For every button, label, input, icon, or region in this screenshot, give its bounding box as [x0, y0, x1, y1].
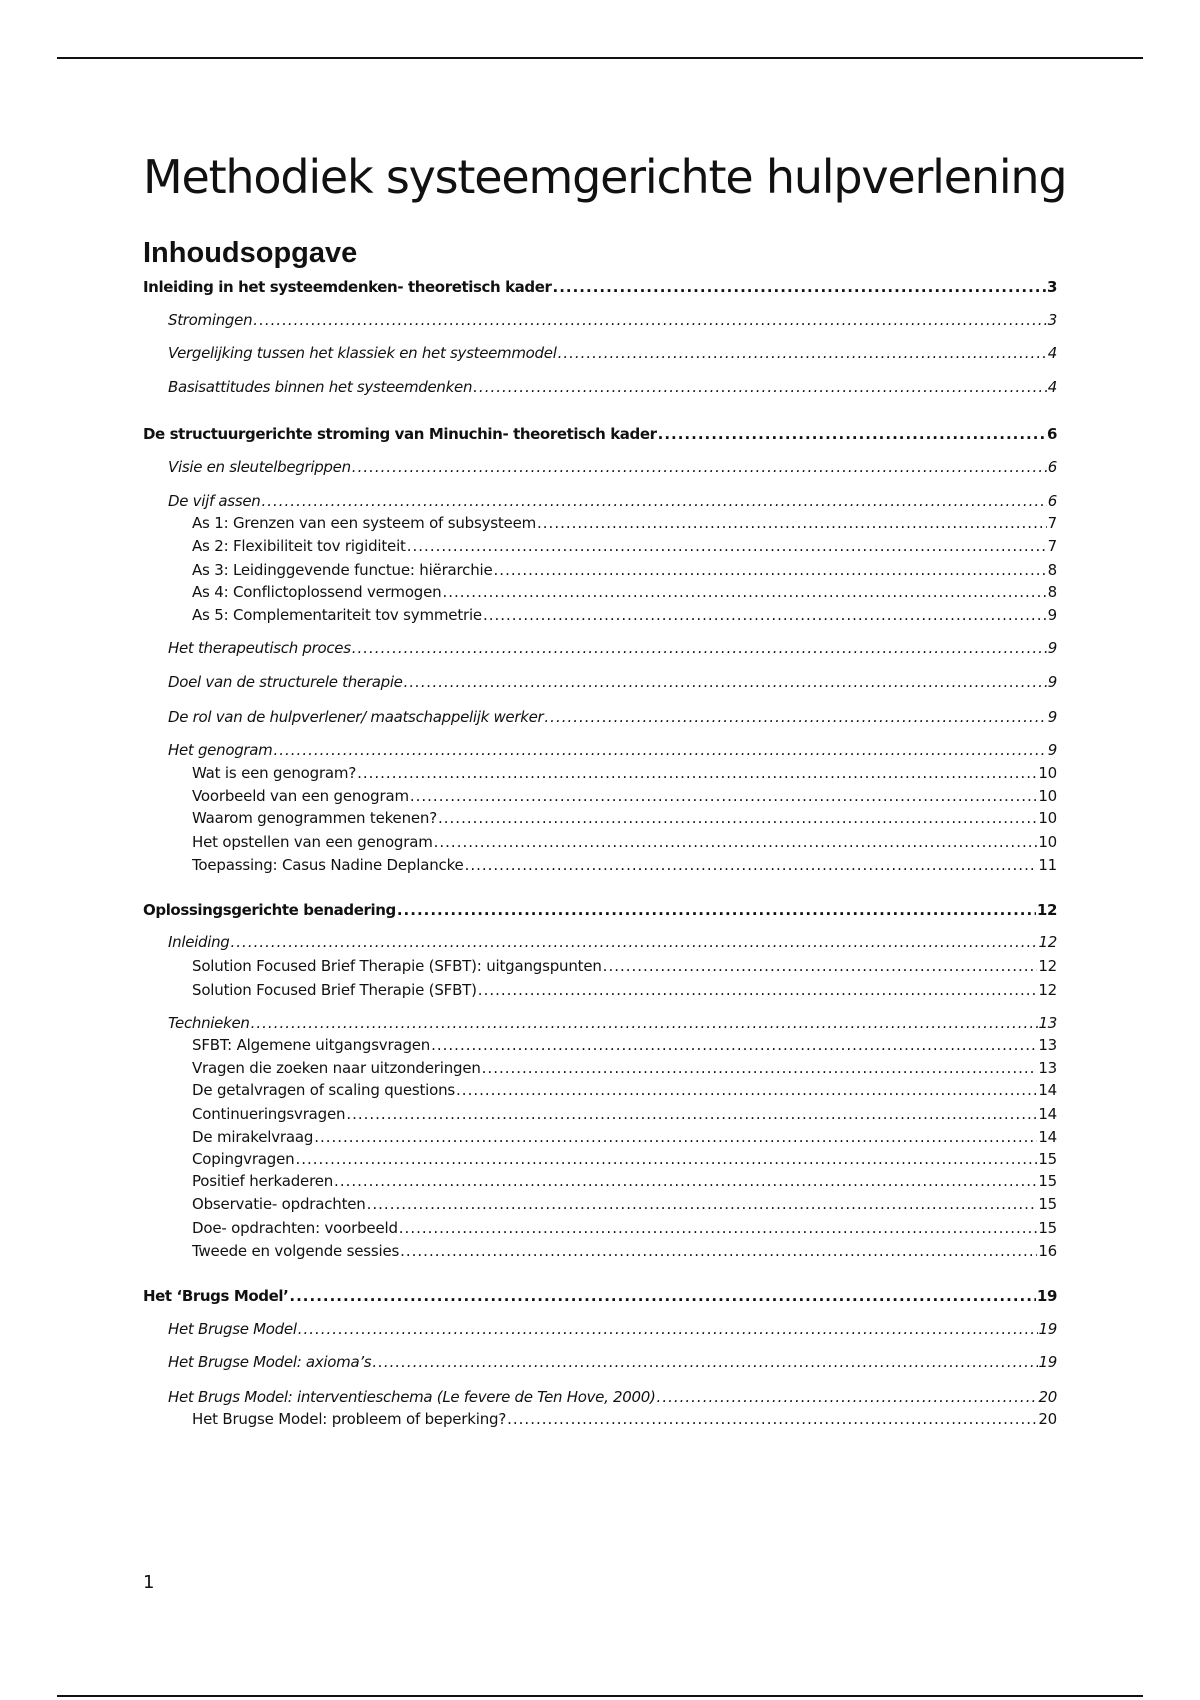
toc-entry-level-3[interactable] [192, 1081, 1057, 1099]
toc-entry-page: 15 [1038, 1219, 1057, 1237]
toc-entry-label: SFBT: Algemene uitgangsvragen [192, 1036, 431, 1054]
toc-dot-leader [352, 458, 1047, 476]
toc-dot-leader [357, 764, 1037, 782]
toc-entry-page: 13 [1038, 1014, 1057, 1032]
toc-entry-label: Voorbeeld van een genogram [192, 787, 409, 805]
toc-entry-level-3[interactable] [192, 856, 1057, 874]
toc-entry-level-3[interactable] [192, 1242, 1057, 1260]
toc-entry-page: 19 [1038, 1353, 1057, 1371]
toc-entry-level-3[interactable] [192, 1172, 1057, 1190]
toc-entry-page: 19 [1036, 1287, 1057, 1305]
toc-entry-label: Inleiding in het systeemdenken- theoretisch kader [143, 278, 552, 296]
toc-entry-label: De rol van de hulpverlener/ maatschappelijk werker [168, 708, 544, 726]
toc-entry-page: 15 [1038, 1172, 1057, 1190]
toc-entry-page: 9 [1047, 606, 1057, 624]
toc-entry-page: 12 [1036, 901, 1057, 919]
toc-entry-level-3[interactable] [192, 1105, 1057, 1123]
toc-dot-leader [456, 1081, 1037, 1099]
toc-entry-page: 13 [1038, 1036, 1057, 1054]
toc-entry-level-2[interactable] [168, 639, 1057, 657]
toc-entry-label: Oplossingsgerichte benadering [143, 901, 396, 919]
toc-entry-level-3[interactable] [192, 1195, 1057, 1213]
toc-entry-label: Visie en sleutelbegrippen [168, 458, 351, 476]
toc-entry-page: 10 [1038, 787, 1057, 805]
toc-entry-page: 20 [1038, 1388, 1057, 1406]
toc-entry-page: 3 [1046, 278, 1057, 296]
page-number: 1 [143, 1572, 155, 1593]
toc-entry-level-3[interactable] [192, 1036, 1057, 1054]
toc-entry-level-2[interactable] [168, 344, 1057, 362]
toc-dot-leader [295, 1150, 1037, 1168]
toc-entry-label: Het Brugse Model: probleem of beperking? [192, 1410, 507, 1428]
toc-entry-page: 10 [1038, 809, 1057, 827]
toc-entry-label: Basisattitudes binnen het systeemdenken [168, 378, 473, 396]
toc-dot-leader [478, 981, 1038, 999]
toc-entry-level-2[interactable] [168, 741, 1057, 759]
toc-entry-level-1[interactable] [143, 901, 1057, 919]
header-rule [57, 57, 1143, 59]
toc-entry-label: Het genogram [168, 741, 273, 759]
toc-dot-leader [494, 561, 1047, 579]
toc-entry-page: 19 [1038, 1320, 1057, 1338]
toc-entry-label: De structuurgerichte stroming van Minuchin- theoretisch kader [143, 425, 657, 443]
toc-dot-leader [438, 809, 1037, 827]
toc-dot-leader [537, 514, 1047, 532]
toc-entry-page: 13 [1038, 1059, 1057, 1077]
toc-entry-label: Het Brugse Model: axioma’s [168, 1353, 372, 1371]
toc-dot-leader [465, 856, 1038, 874]
toc-entry-level-3[interactable] [192, 514, 1057, 532]
toc-entry-page: 10 [1038, 764, 1057, 782]
toc-entry-label: Doel van de structurele therapie [168, 673, 403, 691]
toc-entry-level-3[interactable] [192, 981, 1057, 999]
toc-dot-leader [251, 1014, 1038, 1032]
toc-entry-page: 15 [1038, 1150, 1057, 1168]
toc-entry-label: Observatie- opdrachten [192, 1195, 366, 1213]
toc-entry-page: 16 [1038, 1242, 1057, 1260]
toc-entry-page: 9 [1047, 639, 1057, 657]
toc-entry-label: Stromingen [168, 311, 253, 329]
toc-entry-level-3[interactable] [192, 833, 1057, 851]
toc-entry-label: Het ‘Brugs Model’ [143, 1287, 289, 1305]
document-title: Methodiek systeemgerichte hulpverlening [143, 150, 1067, 204]
toc-entry-level-3[interactable] [192, 537, 1057, 555]
toc-entry-label: Solution Focused Brief Therapie (SFBT): uitgangspunten [192, 957, 602, 975]
toc-entry-label: Copingvragen [192, 1150, 295, 1168]
toc-entry-label: As 3: Leidinggevende functue: hiërarchie [192, 561, 493, 579]
toc-entry-label: As 4: Conflictoplossend vermogen [192, 583, 442, 601]
toc-entry-label: Technieken [168, 1014, 250, 1032]
toc-dot-leader [404, 673, 1047, 691]
toc-entry-level-2[interactable] [168, 708, 1057, 726]
toc-entry-label: As 5: Complementariteit tov symmetrie [192, 606, 482, 624]
toc-entry-page: 4 [1047, 378, 1057, 396]
toc-dot-leader [372, 1353, 1037, 1371]
toc-entry-page: 12 [1038, 933, 1057, 951]
toc-entry-label: Vergelijking tussen het klassiek en het systeemmodel [168, 344, 557, 362]
toc-entry-page: 20 [1038, 1410, 1057, 1428]
toc-entry-page: 8 [1047, 583, 1057, 601]
toc-entry-level-2[interactable] [168, 311, 1057, 329]
toc-entry-page: 14 [1038, 1105, 1057, 1123]
toc-entry-label: Inleiding [168, 933, 230, 951]
toc-entry-level-3[interactable] [192, 561, 1057, 579]
toc-entry-label: Doe- opdrachten: voorbeeld [192, 1219, 398, 1237]
toc-dot-leader [407, 537, 1047, 555]
toc-dot-leader [397, 901, 1036, 919]
toc-entry-level-2[interactable] [168, 1353, 1057, 1371]
toc-entry-label: Het Brugse Model [168, 1320, 297, 1338]
toc-entry-level-2[interactable] [168, 1388, 1057, 1406]
toc-dot-leader [473, 378, 1047, 396]
toc-entry-page: 15 [1038, 1195, 1057, 1213]
toc-dot-leader [298, 1320, 1038, 1338]
toc-entry-page: 12 [1038, 957, 1057, 975]
toc-entry-page: 4 [1047, 344, 1057, 362]
toc-entry-level-2[interactable] [168, 378, 1057, 396]
toc-entry-label: Wat is een genogram? [192, 764, 357, 782]
toc-dot-leader [658, 425, 1046, 443]
toc-entry-page: 7 [1047, 537, 1057, 555]
toc-entry-label: De mirakelvraag [192, 1128, 314, 1146]
toc-entry-page: 10 [1038, 833, 1057, 851]
toc-dot-leader [553, 278, 1046, 296]
toc-entry-level-3[interactable] [192, 764, 1057, 782]
toc-entry-page: 8 [1047, 561, 1057, 579]
toc-entry-level-3[interactable] [192, 1059, 1057, 1077]
toc-entry-label: Toepassing: Casus Nadine Deplancke [192, 856, 464, 874]
toc-entry-label: Tweede en volgende sessies [192, 1242, 400, 1260]
toc-entry-page: 3 [1047, 311, 1057, 329]
toc-entry-page: 9 [1047, 708, 1057, 726]
toc-entry-page: 14 [1038, 1081, 1057, 1099]
toc-entry-page: 7 [1047, 514, 1057, 532]
toc-dot-leader [261, 492, 1046, 510]
toc-entry-label: Vragen die zoeken naar uitzonderingen [192, 1059, 481, 1077]
toc-dot-leader [400, 1242, 1037, 1260]
toc-entry-level-3[interactable] [192, 1128, 1057, 1146]
toc-entry-level-1[interactable] [143, 1287, 1057, 1305]
toc-dot-leader [273, 741, 1046, 759]
toc-entry-level-3[interactable] [192, 787, 1057, 805]
toc-dot-leader [483, 606, 1047, 624]
toc-entry-level-3[interactable] [192, 606, 1057, 624]
toc-entry-label: Het therapeutisch proces [168, 639, 351, 657]
toc-entry-label: Waarom genogrammen tekenen? [192, 809, 437, 827]
toc-entry-label: De vijf assen [168, 492, 261, 510]
toc-dot-leader [231, 933, 1038, 951]
toc-entry-page: 6 [1047, 492, 1057, 510]
toc-dot-leader [544, 708, 1046, 726]
toc-entry-level-2[interactable] [168, 458, 1057, 476]
toc-entry-level-1[interactable] [143, 425, 1057, 443]
toc-entry-level-3[interactable] [192, 809, 1057, 827]
toc-entry-page: 9 [1047, 673, 1057, 691]
toc-entry-label: Het opstellen van een genogram [192, 833, 433, 851]
toc-dot-leader [352, 639, 1047, 657]
toc-dot-leader [334, 1172, 1037, 1190]
toc-entry-level-1[interactable] [143, 278, 1057, 296]
toc-entry-label: Het Brugs Model: interventieschema (Le fevere de Ten Hove, 2000) [168, 1388, 656, 1406]
toc-dot-leader [434, 833, 1038, 851]
toc-entry-level-2[interactable] [168, 492, 1057, 510]
toc-entry-page: 14 [1038, 1128, 1057, 1146]
toc-entry-level-2[interactable] [168, 1320, 1057, 1338]
toc-entry-page: 6 [1047, 458, 1057, 476]
toc-dot-leader [603, 957, 1038, 975]
toc-entry-page: 6 [1046, 425, 1057, 443]
toc-entry-label: As 2: Flexibiliteit tov rigiditeit [192, 537, 406, 555]
toc-entry-level-3[interactable] [192, 1410, 1057, 1428]
toc-entry-label: Solution Focused Brief Therapie (SFBT) [192, 981, 477, 999]
toc-dot-leader [289, 1287, 1036, 1305]
toc-dot-leader [399, 1219, 1038, 1237]
toc-entry-page: 12 [1038, 981, 1057, 999]
toc-entry-level-3[interactable] [192, 1219, 1057, 1237]
toc-dot-leader [657, 1388, 1038, 1406]
toc-dot-leader [346, 1105, 1037, 1123]
toc-dot-leader [253, 311, 1046, 329]
toc-entry-label: Positief herkaderen [192, 1172, 334, 1190]
toc-entry-level-2[interactable] [168, 933, 1057, 951]
toc-entry-level-3[interactable] [192, 583, 1057, 601]
toc-entry-level-3[interactable] [192, 1150, 1057, 1168]
toc-dot-leader [482, 1059, 1038, 1077]
toc-dot-leader [442, 583, 1046, 601]
footer-rule [57, 1695, 1143, 1697]
toc-entry-level-2[interactable] [168, 673, 1057, 691]
toc-entry-level-3[interactable] [192, 957, 1057, 975]
toc-entry-label: Continueringsvragen [192, 1105, 346, 1123]
toc-dot-leader [507, 1410, 1037, 1428]
toc-dot-leader [431, 1036, 1037, 1054]
toc-dot-leader [558, 344, 1047, 362]
toc-dot-leader [410, 787, 1037, 805]
toc-entry-page: 9 [1047, 741, 1057, 759]
toc-entry-page: 11 [1038, 856, 1057, 874]
toc-heading: Inhoudsopgave [143, 237, 358, 269]
toc-dot-leader [314, 1128, 1037, 1146]
toc-dot-leader [367, 1195, 1038, 1213]
toc-entry-label: As 1: Grenzen van een systeem of subsysteem [192, 514, 537, 532]
toc-entry-label: De getalvragen of scaling questions [192, 1081, 456, 1099]
toc-entry-level-2[interactable] [168, 1014, 1057, 1032]
